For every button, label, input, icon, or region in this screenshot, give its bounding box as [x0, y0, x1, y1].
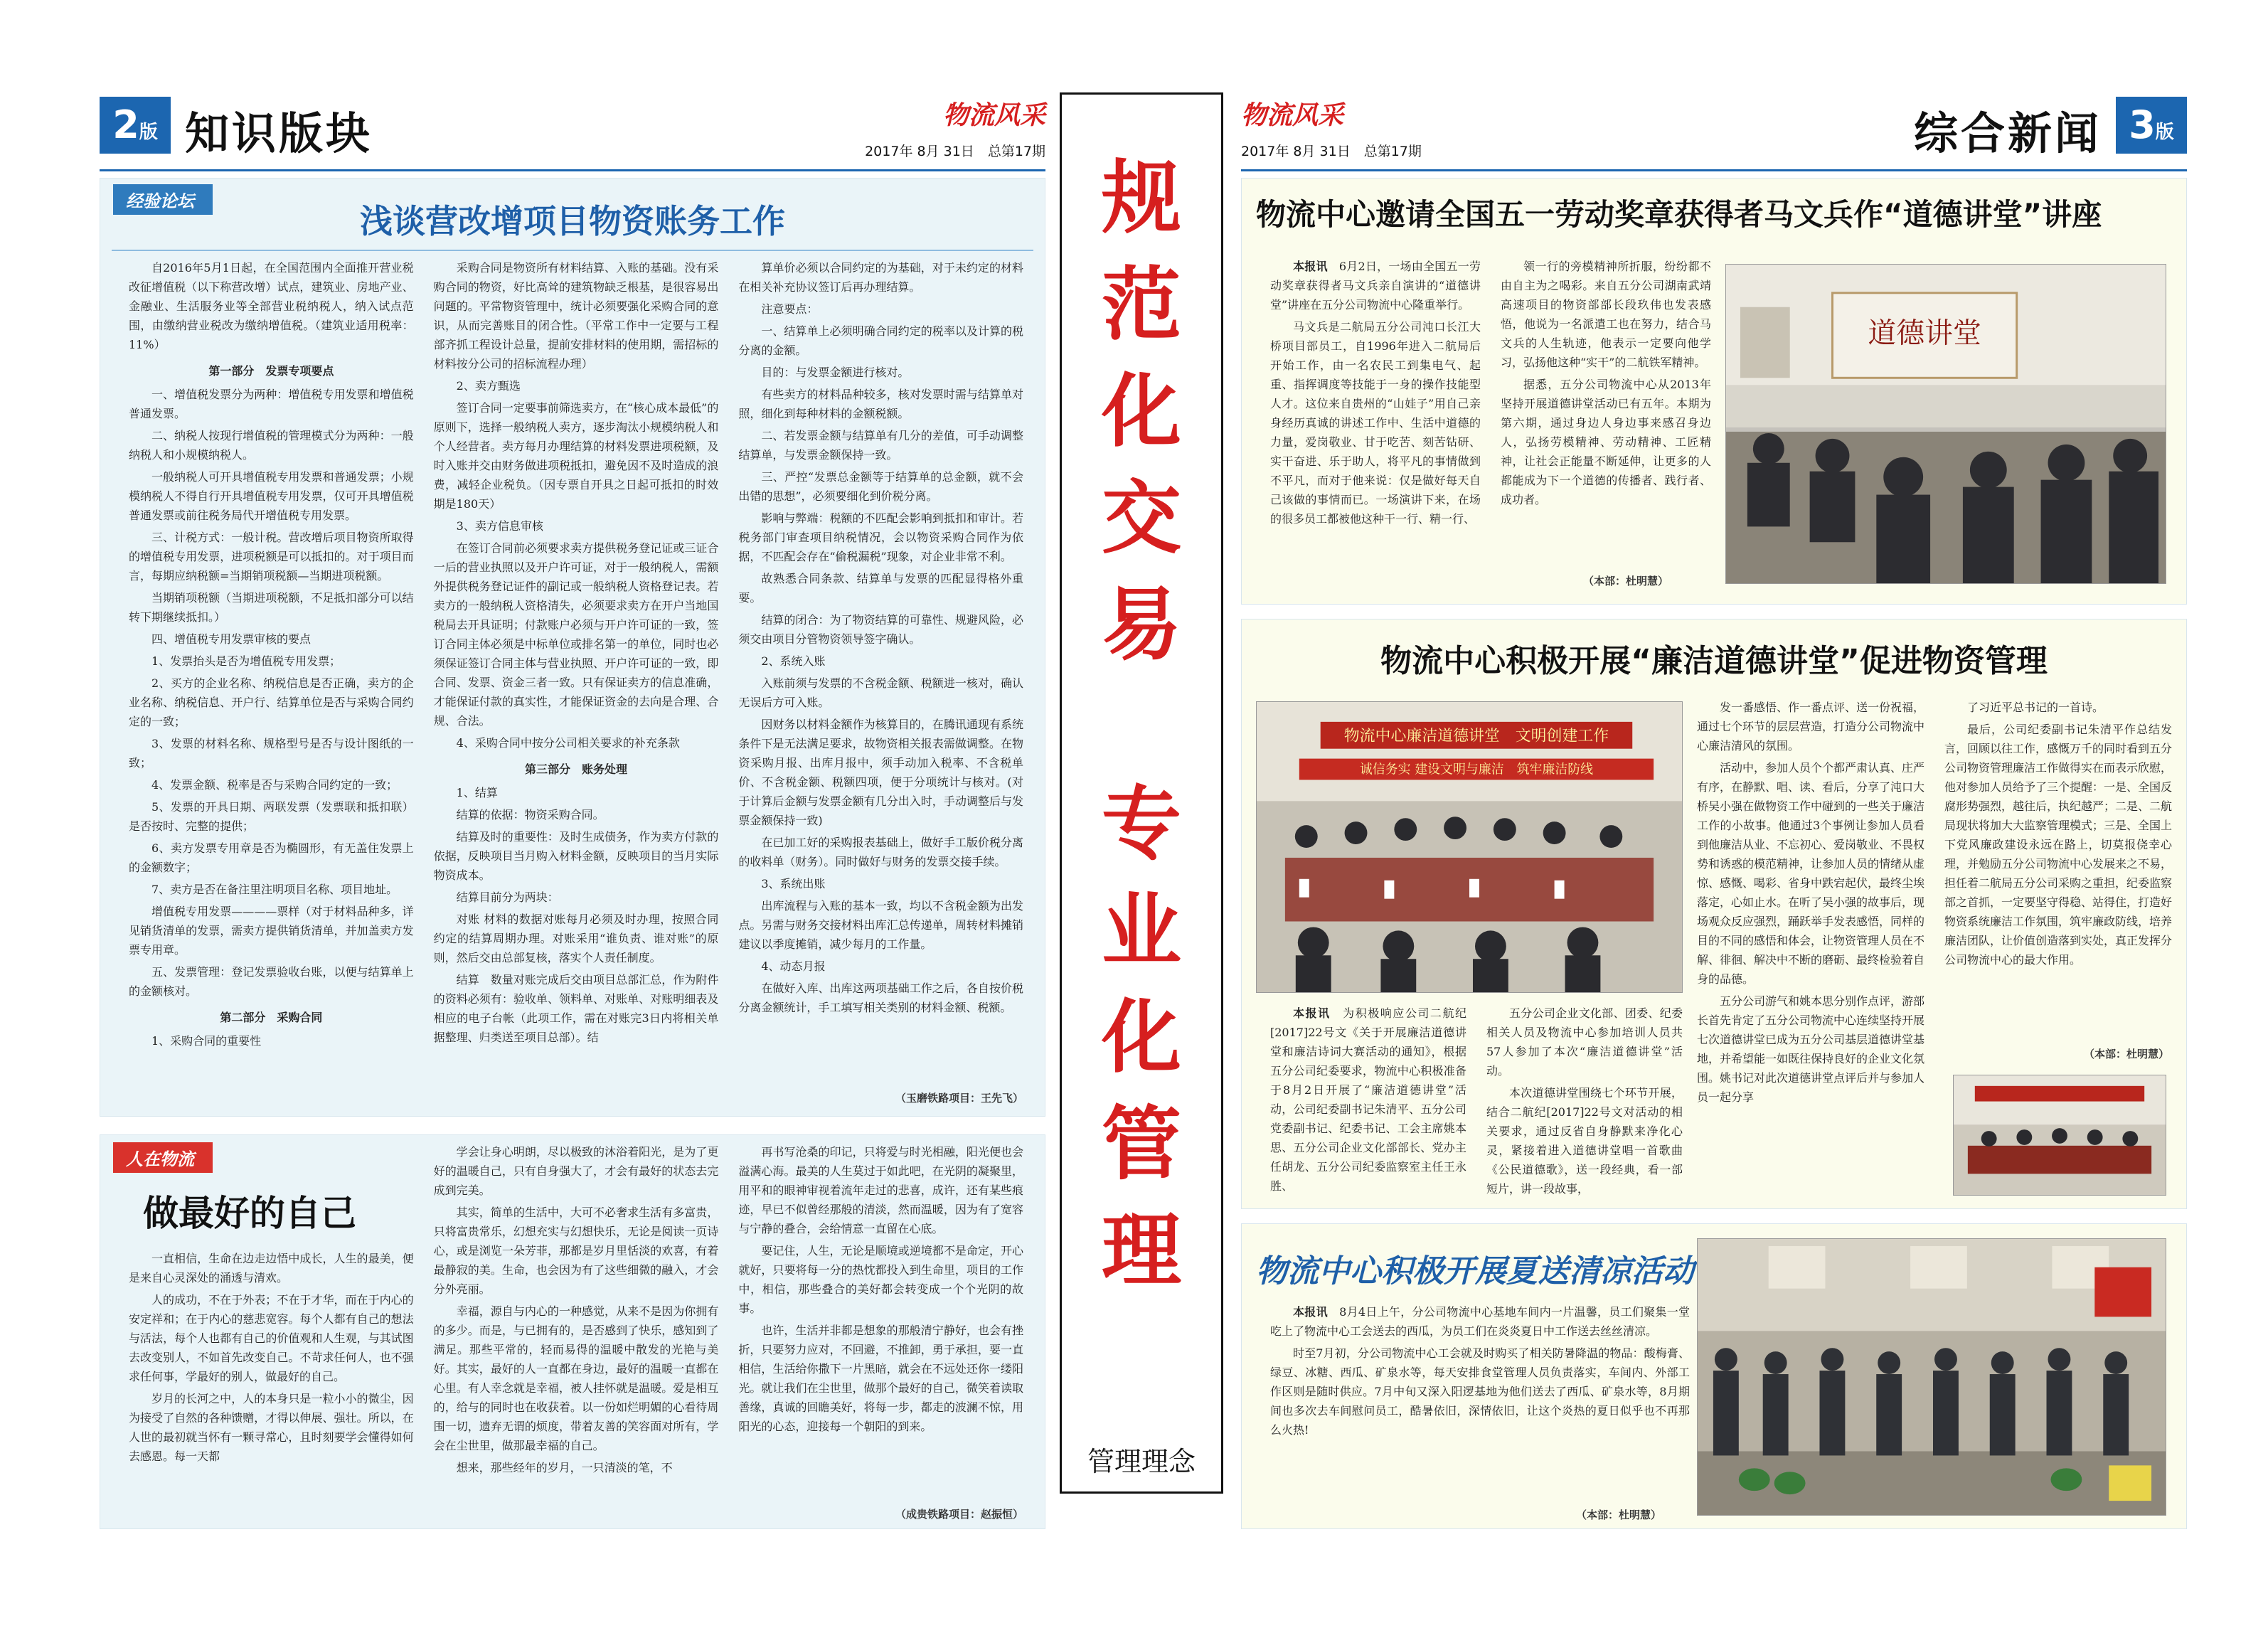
subsection-heading: 第三部分 账务处理	[525, 762, 628, 776]
article-headline: 浅谈营改增项目物资账务工作	[360, 202, 785, 240]
banner-text: 诚信务实 建设文明与廉洁 筑牢廉洁防线	[1359, 762, 1594, 777]
paragraph: 故熟悉合同条款、结算单与发票的匹配显得格外重要。	[738, 572, 1024, 605]
paragraph: 5、发票的开具日期、两联发票（发票联和抵扣联）是否按时、完整的提供；	[129, 800, 414, 833]
dateline: 2017年 8月 31日 总第17期	[1241, 144, 1422, 159]
article-column	[738, 1142, 1023, 1512]
paragraph: 1、结算	[456, 786, 498, 799]
slogan-char: 专	[1102, 777, 1181, 871]
column-tag: 经验论坛	[113, 184, 213, 215]
right-page	[1241, 85, 2187, 1536]
paragraph: 3、发票的材料名称、规格型号是否与设计图纸的一致；	[129, 737, 414, 770]
paragraph: 马文兵是二航局五分公司沌口长江大桥项目部员工，自1996年进入二航局后开始工作，由一名农民工到集电气、起重、指挥调度等技能于一身的操作技能型人才。这位来自贵州的“山娃子”用自己亲身经历真诚的讲述工作中、生活中道德的力量，爱岗敬业、甘于吃苦、刻苦钻研、实干奋进、乐于助人，将平凡的事情做到不平凡，而对于他来说：仅是做好每天自己该做的事情而已。一场演讲下来，在场的很多员工都被他这种干一行、精一行、	[1270, 320, 1481, 526]
article-lecture	[1241, 178, 2187, 605]
article-column	[1501, 257, 1711, 591]
slogan-char: 化	[1102, 991, 1181, 1084]
paragraph: 活动中，参加人员个个都严肃认真、庄严有序，在静默、唱、读、看后，分享了沌口大桥吴小强在做物资工作中碰到的一些关于廉洁工作的小故事。他通过3个事例让参加人员看到他廉洁从业、不忘初心、爱岗敬业、不畏权势和诱惑的模范精神，让参加人员的情绪从虚惊、感慨、喝彩、省身中跌宕起伏，最终尘埃落定，心如止水。在听了吴小强的故事后，现场观众反应强烈，踊跃举手发表感悟，同样的目的不同的感悟和体会，让物资管理人员在不解、徘徊、解决中不断的磨砺、最终检验着自身的品德。	[1697, 761, 1924, 986]
section-title: 综合新闻	[1913, 107, 2102, 159]
article-headline: 物流中心积极开展夏送清凉活动	[1256, 1253, 1694, 1289]
article-column	[1697, 698, 1924, 1188]
slogan-char: 规	[1102, 151, 1181, 245]
paragraph: 三、计税方式：一般计税。营改增后项目物资所取得的增值税专用发票，进项税额是可以抵扣的。对于项目而言，每期应纳税额=当期销项税额—当期进项税额。	[129, 531, 414, 583]
paragraph: 领一行的旁模精神所折服，纷纷都不由自主为之喝彩。来自五分公司湖南武靖高速项目的物资部部长段玖伟也发表感悟，他说为一名派遣工也在努力，结合马文兵的人生轨迹，他表示一定要向他学习，弘扬他这种“实干”的二航铁军精神。	[1501, 260, 1711, 369]
paragraph: 在签订合同前必须要求卖方提供税务登记证或三证合一后的营业执照以及开户许可证，对于一般纳税人，需额外提供税务登记证件的副记或一般纳税人资格登记表。若卖方的一般纳税人资格清失，必须要求卖方在开户当地国税局去开具证明；付款账户必须与开户许可证的一致，签订合同主体必须是中标单位或排名第一的单位，同时也必须保证签订合同主体与营业执照、开户许可证的一致，即合同、发票、资金三者一致。只有保证卖方的信息准确，才能保证付款的真实性，才能保证资金的去向是合理、合规、合法。	[433, 541, 719, 728]
slogan-char: 管	[1102, 1097, 1181, 1191]
paragraph: 影响与弊端：税额的不匹配会影响到抵扣和审计。若税务部门审查项目纳税情况，会以物资采购合同作为依据，不匹配会存在“偷税漏税”现象，对企业非常不利。	[738, 511, 1024, 563]
paragraph: 1、采购合同的重要性	[151, 1034, 262, 1048]
header-rule	[1241, 169, 2187, 171]
left-page-header	[100, 85, 1045, 164]
article-byline: （成贵铁路项目：赵振恒）	[895, 1508, 1023, 1521]
paragraph: 采购合同是物资所有材料结算、入账的基础。没有采购合同的物资，好比高耸的建筑物缺乏根基，是很容易出问题的。平常物资管理中，统计必须要强化采购合同的意识，从而完善账目的闭合性。（平常工作中一定要与工程部齐抓工程设计总量，提前安排材料的使用期，需招标的材料按分公司的招标流程办理）	[433, 261, 719, 371]
paragraph: 想来，那些经年的岁月，一只清淡的笔，不	[456, 1461, 673, 1474]
paragraph: 注意要点：	[761, 302, 819, 316]
paragraph: 结算 数量对账完成后交由项目总部汇总，作为附件的资料必须有：验收单、领料单、对账单、对账明细表及相应的电子台帐（此项工作，需在对账完3日内将相关单据整理、归类送至项目总部）。结	[433, 973, 719, 1044]
paragraph: 据悉，五分公司物流中心从2013年坚持开展道德讲堂活动已有五年。本期为第六期，通过身边人身边事来感召身边人，弘扬劳模精神、劳动精神、工匠精神，让社会正能量不断延伸，让更多的人都能成为下一个道德的传播者、践行者、成功者。	[1501, 378, 1711, 506]
paragraph: 结算的闭合：为了物资结算的可靠性、规避风险，必须交由项目分管物资领导签字确认。	[738, 613, 1024, 646]
paragraph: 要记住，人生，无论是顺境或逆境都不是命定，开心就好，只要将每一分的热忱都投入到生命里，项目的工作中，相信，那些叠合的美好都会转变成一个个光阴的故事。	[738, 1244, 1024, 1315]
article-byline: （玉磨铁路项目：王先飞）	[895, 1092, 1023, 1105]
paragraph: 也许，生活并非都是想象的那般清宁静好，也会有挫折，只要努力应对，不回避，不推卸，勇于承担，要一直相信，生活给你撒下一片黑暗，就会在不远处还你一缕阳光。就让我们在尘世里，做那个最好的自己，微笑着读取善缘，真诚的回瞻美好，将每一步，都走的波澜不惊，用阳光的心态，迎接每一个朝阳的到来。	[738, 1324, 1024, 1433]
paragraph: 2、买方的企业名称、纳税信息是否正确，卖方的企业名称、纳税信息、开户行、结算单位是否与采购合同约定的一致；	[129, 676, 414, 728]
slogan-char: 化	[1102, 365, 1181, 458]
article-column	[434, 1142, 719, 1512]
lead-paragraph: 本报讯 为积极响应公司二航纪[2017]22号文《关于开展廉洁道德讲堂和廉洁诗词大赛活动的通知》，根据五分公司纪委要求，物流中心积极准备于8月2日开展了“廉洁道德讲堂”活动，公司纪委副书记朱清平、五分公司党委副书记、纪委书记、工会主席姚本思、五分公司企业文化部部长、党办主任胡龙、五分公司纪委监察室主任王永胜、	[1270, 1006, 1466, 1193]
paragraph: 二、纳税人按现行增值税的管理模式分为两种：一般纳税人和小规模纳税人。	[129, 429, 414, 462]
article-column	[129, 1142, 414, 1512]
paragraph: 一、结算单上必须明确合同约定的税率以及计算的税分离的金额。	[738, 324, 1024, 357]
paragraph: 入账前须与发票的不含税金额、税额进一核对，确认无误后方可入账。	[738, 676, 1024, 709]
paragraph: 出库流程与入账的基本一致，均以不含税金额为出发点。另需与财务交接材料出库汇总传递单，周转材料摊销建议以季度摊销，减少每月的工作量。	[738, 899, 1024, 951]
slogan-char: 业	[1102, 884, 1181, 977]
article-column	[1486, 1004, 1683, 1196]
paragraph: 本次道德讲堂围绕七个环节开展，结合二航纪[2017]22号文对活动的相关要求，通过反省自身静默来净化心灵，紧接着进入道德讲堂唱一首歌曲《公民道德歌》，送一段经典，看一部短片，讲一段故事，	[1486, 1086, 1683, 1196]
lead-paragraph: 本报讯 8月4日上午，分公司物流中心基地车间内一片温馨，员工们聚集一堂吃上了物流中心工会送去的西瓜，为员工们在炎炎夏日中工作送去丝丝清凉。	[1270, 1305, 1690, 1338]
paragraph: 一直相信，生命在边走边悟中成长，人生的最美，便是来自心灵深处的涌透与清欢。	[129, 1252, 414, 1285]
paragraph: 幸福，源自与内心的一种感觉，从来不是因为你拥有的多少。而是，与已拥有的，是否感到了快乐，感知到了满足。那些平常的，轻而易得的温暖中散发的光艳与美好。其实，最好的人一直都在身边，最好的温暖一直都在心里。有人幸念就是幸福，被人挂怀就是温暖。爱是相互的，给与的同时也在收获着。以一份如烂明媚的心看待周围一切，遗弃无谓的烦度，带着友善的笑容面对所有，学会在尘世里，做那最幸福的自己。	[433, 1304, 719, 1452]
article-column	[1270, 1004, 1466, 1196]
article-column	[738, 258, 1023, 1083]
paragraph: 五分公司企业文化部、团委、纪委相关人员及物流中心参加培训人员共57人参加了本次“廉洁道德讲堂”活动。	[1486, 1006, 1683, 1078]
right-page-header	[1241, 85, 2187, 164]
article-summer-cooling	[1241, 1223, 2187, 1529]
slogan-char: 易	[1102, 578, 1181, 671]
paragraph: 7、卖方是否在备注里注明项目名称、项目地址。	[151, 883, 398, 896]
paragraph: 4、动态月报	[761, 959, 826, 973]
article-body	[129, 1142, 1023, 1512]
paragraph: 再书写沧桑的印记，只将爱与时光相融，阳光便也会溢满心海。最美的人生莫过于如此吧，在光阴的凝聚里，用平和的眼神审视着流年走过的悲喜，成许，还有某些痕迹，早已不似曾经那般的清淡，然而温暖，因为有了宽容与宁静的叠合，会给情意一直留在心底。	[738, 1145, 1024, 1235]
article-best-self	[100, 1134, 1045, 1529]
center-slogan-panel	[1060, 92, 1223, 1494]
article-byline: （本部：杜明慧）	[2083, 1048, 2169, 1060]
paragraph: 自2016年5月1日起，在全国范围内全面推开营业税改征增值税（以下称营改增）试点，建筑业、房地产业、金融业、生活服务业等全部营业税纳税人，纳入试点范围，由缴纳营业税改为缴纳增值税。（建筑业适用税率：11%）	[129, 261, 414, 351]
paragraph: 4、采购合同中按分公司相关要求的补充条款	[456, 736, 680, 750]
paragraph: 结算及时的重要性：及时生成债务，作为卖方付款的依据，反映项目当月购入材料金额，反映项目的当月实际物资成本。	[433, 830, 719, 882]
paragraph: 签订合同一定要事前筛选卖方，在“核心成本最低”的原则下，选择一般纳税人卖方，逐步淘汰小规模纳税人和个人经营者。卖方每月办理结算的材料发票进项税额，及时入账并交由财务做进项税抵扣，避免因不及时造成的浪费，减轻企业税负。（因专票自开具之日起可抵扣的时效期是180天）	[433, 401, 719, 511]
banner-text: 物流中心廉洁道德讲堂 文明创建工作	[1343, 727, 1609, 745]
paragraph: 2、系统入账	[761, 654, 826, 668]
article-headline: 物流中心积极开展“廉洁道德讲堂”促进物资管理	[1380, 643, 2048, 679]
lead-paragraph: 本报讯 6月2日，一场由全国五一劳动奖章获得者马文兵亲自演讲的“道德讲堂”讲座在五分公司物流中心隆重举行。	[1270, 260, 1481, 312]
paragraph: 三、严控“发票总金额等于结算单的总金额，就不会出错的思想”，必须要细化到价税分离。	[738, 470, 1024, 503]
paragraph: 增值税专用发票————票样（对于材料品种多，详见销货清单的发票，需卖方提供销货清单，并加盖卖方发票专用章。	[129, 905, 414, 957]
article-vat-materials	[100, 178, 1045, 1117]
conference-photo	[1256, 701, 1683, 993]
lecture-photo	[1725, 264, 2166, 584]
article-headline: 物流中心邀请全国五一劳动奖章获得者马文兵作“道德讲堂”讲座	[1256, 197, 2102, 232]
paragraph: 人的成功，不在于外表；不在于才华，而在于内心的安定祥和；在于内心的慈悲宽容。每个人都有自己的想法与活法，每个人也都有自己的价值观和人生观，与其试图去改变别人，不如首先改变自己。不苛求任何人，也不强求任何事，学最好的别人，做最好的自己。	[129, 1293, 414, 1383]
article-byline: （本部：杜明慧）	[1576, 1509, 1662, 1521]
left-page	[100, 85, 1045, 1536]
paragraph: 四、增值税专用发票审核的要点	[151, 632, 312, 646]
paragraph: 学会让身心明朗，尽以极致的沐浴着阳光，是为了更好的温暖自己，只有自身强大了，才会有最好的状态去完成到完美。	[433, 1145, 719, 1197]
dateline: 2017年 8月 31日 总第17期	[865, 144, 1045, 159]
article-body	[1270, 1302, 1690, 1501]
paragraph: 因财务以材料金额作为核算目的，在腾讯通现有系统条件下是无法满足要求，故物资相关报表需做调整。在物资采购月报、出库月报中，须手动加入税率、不含税单价、不含税金额、税额四项，便于分项统计与核对。(对于计算后金额与发票金额有几分出入时，手动调整后与发票金额保持一致)	[738, 718, 1024, 827]
paragraph: 其实，简单的生活中，大可不必奢求生活有多富贵，只将富贵常乐，幻想充实与幻想快乐，无论是阅读一页诗心，或是浏览一朵芳菲，那都是岁月里恬淡的欢喜，有着最静寂的美。生命，也会因为有了这些细微的融入，才会分外亮丽。	[433, 1206, 719, 1296]
paragraph: 1、发票抬头是否为增值税专用发票；	[151, 654, 341, 668]
section-title: 知识版块	[185, 107, 373, 159]
column-tag: 人在物流	[113, 1142, 213, 1173]
article-integrity-lecture	[1241, 619, 2187, 1209]
article-body	[129, 258, 1023, 1083]
paragraph: 一、增值税发票分为两种：增值税专用发票和增值税普通发票。	[129, 388, 414, 420]
paragraph: 时至7月初，分公司物流中心工会就及时购买了相关防暑降温的物品：酸梅膏、绿豆、冰糖、西瓜、矿泉水等，每天安排食堂管理人员负责落实，车间内、外部工作区则是随时供应。7月中旬又深入阳逻基地为他们送去了西瓜、矿泉水等，8月期间也多次去车间慰问员工，酷暑依旧，深情依旧，让这个炎热的夏日似乎也不再那么火热!	[1270, 1346, 1690, 1437]
paragraph: 结算目前分为两块：	[456, 890, 559, 904]
workers-photo	[1697, 1238, 2166, 1516]
article-byline: （本部：杜明慧）	[1583, 575, 1669, 587]
article-column	[129, 258, 414, 1083]
paragraph: 当期销项税额（当期进项税额，不足抵扣部分可以结转下期继续抵扣。）	[129, 591, 414, 624]
newspaper-brand: 物流风采	[942, 100, 1045, 130]
subsection-heading: 第二部分 采购合同	[220, 1011, 323, 1024]
paragraph: 发一番感悟、作一番点评、送一份祝福，通过七个环节的层层营造，打造分公司物流中心廉洁清风的氛围。	[1697, 701, 1924, 752]
paragraph: 五、发票管理：登记发票验收台账，以便与结算单上的金额核对。	[129, 965, 414, 998]
paragraph: 结算的依据：物资采购合同。	[456, 808, 605, 821]
article-body	[1270, 257, 1711, 591]
paragraph: 目的：与发票金额进行核对。	[761, 366, 910, 379]
article-column	[1270, 1302, 1690, 1501]
article-headline: 做最好的自己	[143, 1193, 356, 1234]
article-body	[1270, 1004, 1683, 1196]
slogan-char: 范	[1102, 258, 1181, 351]
paragraph: 6、卖方发票专用章是否为椭圆形，有无盖住发票上的金额数字；	[129, 841, 414, 874]
meeting-photo	[1953, 1075, 2166, 1196]
paragraph: 五分公司游气和姚本思分别作点评，游部长首先肯定了五分公司物流中心连续坚持开展七次道德讲堂已成为五分公司基层道德讲堂基地，并希望能一如既往保持良好的企业文化氛围。姚书记对此次道德讲堂点评后并与参加人员一起分享	[1697, 994, 1924, 1104]
slogan-char: 理	[1102, 1204, 1181, 1297]
paragraph: 2、卖方甄选	[456, 379, 521, 393]
paragraph: 在做好入库、出库这两项基础工作之后，各自按价税分离金额统计，手工填写相关类别的材料金额、税额。	[738, 982, 1024, 1014]
slogan-subtitle: 管理理念	[1087, 1446, 1196, 1477]
article-column	[434, 258, 719, 1083]
paragraph: 3、系统出账	[761, 877, 826, 890]
subsection-heading: 第一部分 发票专项要点	[208, 364, 334, 378]
headline-rule	[112, 250, 1033, 251]
page-number-badge: 2版	[100, 97, 171, 154]
paragraph: 岁月的长河之中，人的本身只是一粒小小的微尘，因为接受了自然的各种馈赠，才得以伸展、强壮。所以，在人世的最初就当怀有一颗寻常心，且时刻要学会懂得如何去感恩。每一天都	[129, 1392, 414, 1463]
paragraph: 在已加工好的采购报表基础上，做好手工版价税分离的收料单（财务）。同时做好与财务的发票交接手续。	[738, 836, 1024, 868]
paragraph: 对账 材料的数据对账每月必须及时办理，按照合同约定的结算周期办理。对账采用“谁负责、谁对账”的原则，然后交由总部复核，落实个人责任制度。	[433, 913, 719, 964]
paragraph: 了习近平总书记的一首诗。	[1967, 701, 2104, 714]
slogan-char: 交	[1102, 472, 1181, 565]
svg-text:道德讲堂: 道德讲堂	[1868, 317, 1981, 350]
paragraph: 有些卖方的材料品种较多，核对发票时需与结算单对照，细化到每种材料的金额税额。	[738, 388, 1024, 420]
paragraph: 3、卖方信息审核	[456, 519, 543, 533]
paragraph: 二、若发票金额与结算单有几分的差值，可手动调整结算单，与发票金额保持一致。	[738, 429, 1024, 462]
paragraph: 算单价必须以合同约定的为基础，对于未约定的材料在相关补充协议签订后再办理结算。	[738, 261, 1024, 294]
paragraph: 最后，公司纪委副书记朱清平作总结发言，回顾以往工作，感慨万千的同时看到五分公司物资管理廉洁工作做得实在而表示欣慰，他对参加人员给予了三个提醒：一是、全国反腐形势强烈，越往后，执纪越严；二是、二航局现状将加大大监察管理模式；三是、全国上下党风廉政建设永远在路上，切莫报侥幸心理，并勉励五分公司物流中心发展来之不易，担任着二航局五分公司采购之重担，纪委监察部之首抓，一定要坚守得稳、站得住，打造好物资系统廉洁工作氛围，筑牢廉政防线，培养廉洁团队，让价值创造落到实处，真正发挥分公司物流中心的最大作用。	[1944, 723, 2172, 967]
article-column	[1270, 257, 1481, 591]
page-number-badge: 3版	[2116, 97, 2187, 154]
newspaper-brand: 物流风采	[1241, 100, 1344, 130]
header-rule	[100, 169, 1045, 171]
paragraph: 一般纳税人可开具增值税专用发票和普通发票；小规模纳税人不得自行开具增值税专用发票，仅可开具增值税普通发票或前往税务局代开增值税专用发票。	[129, 470, 414, 522]
paragraph: 4、发票金额、税率是否与采购合同约定的一致；	[151, 778, 398, 792]
